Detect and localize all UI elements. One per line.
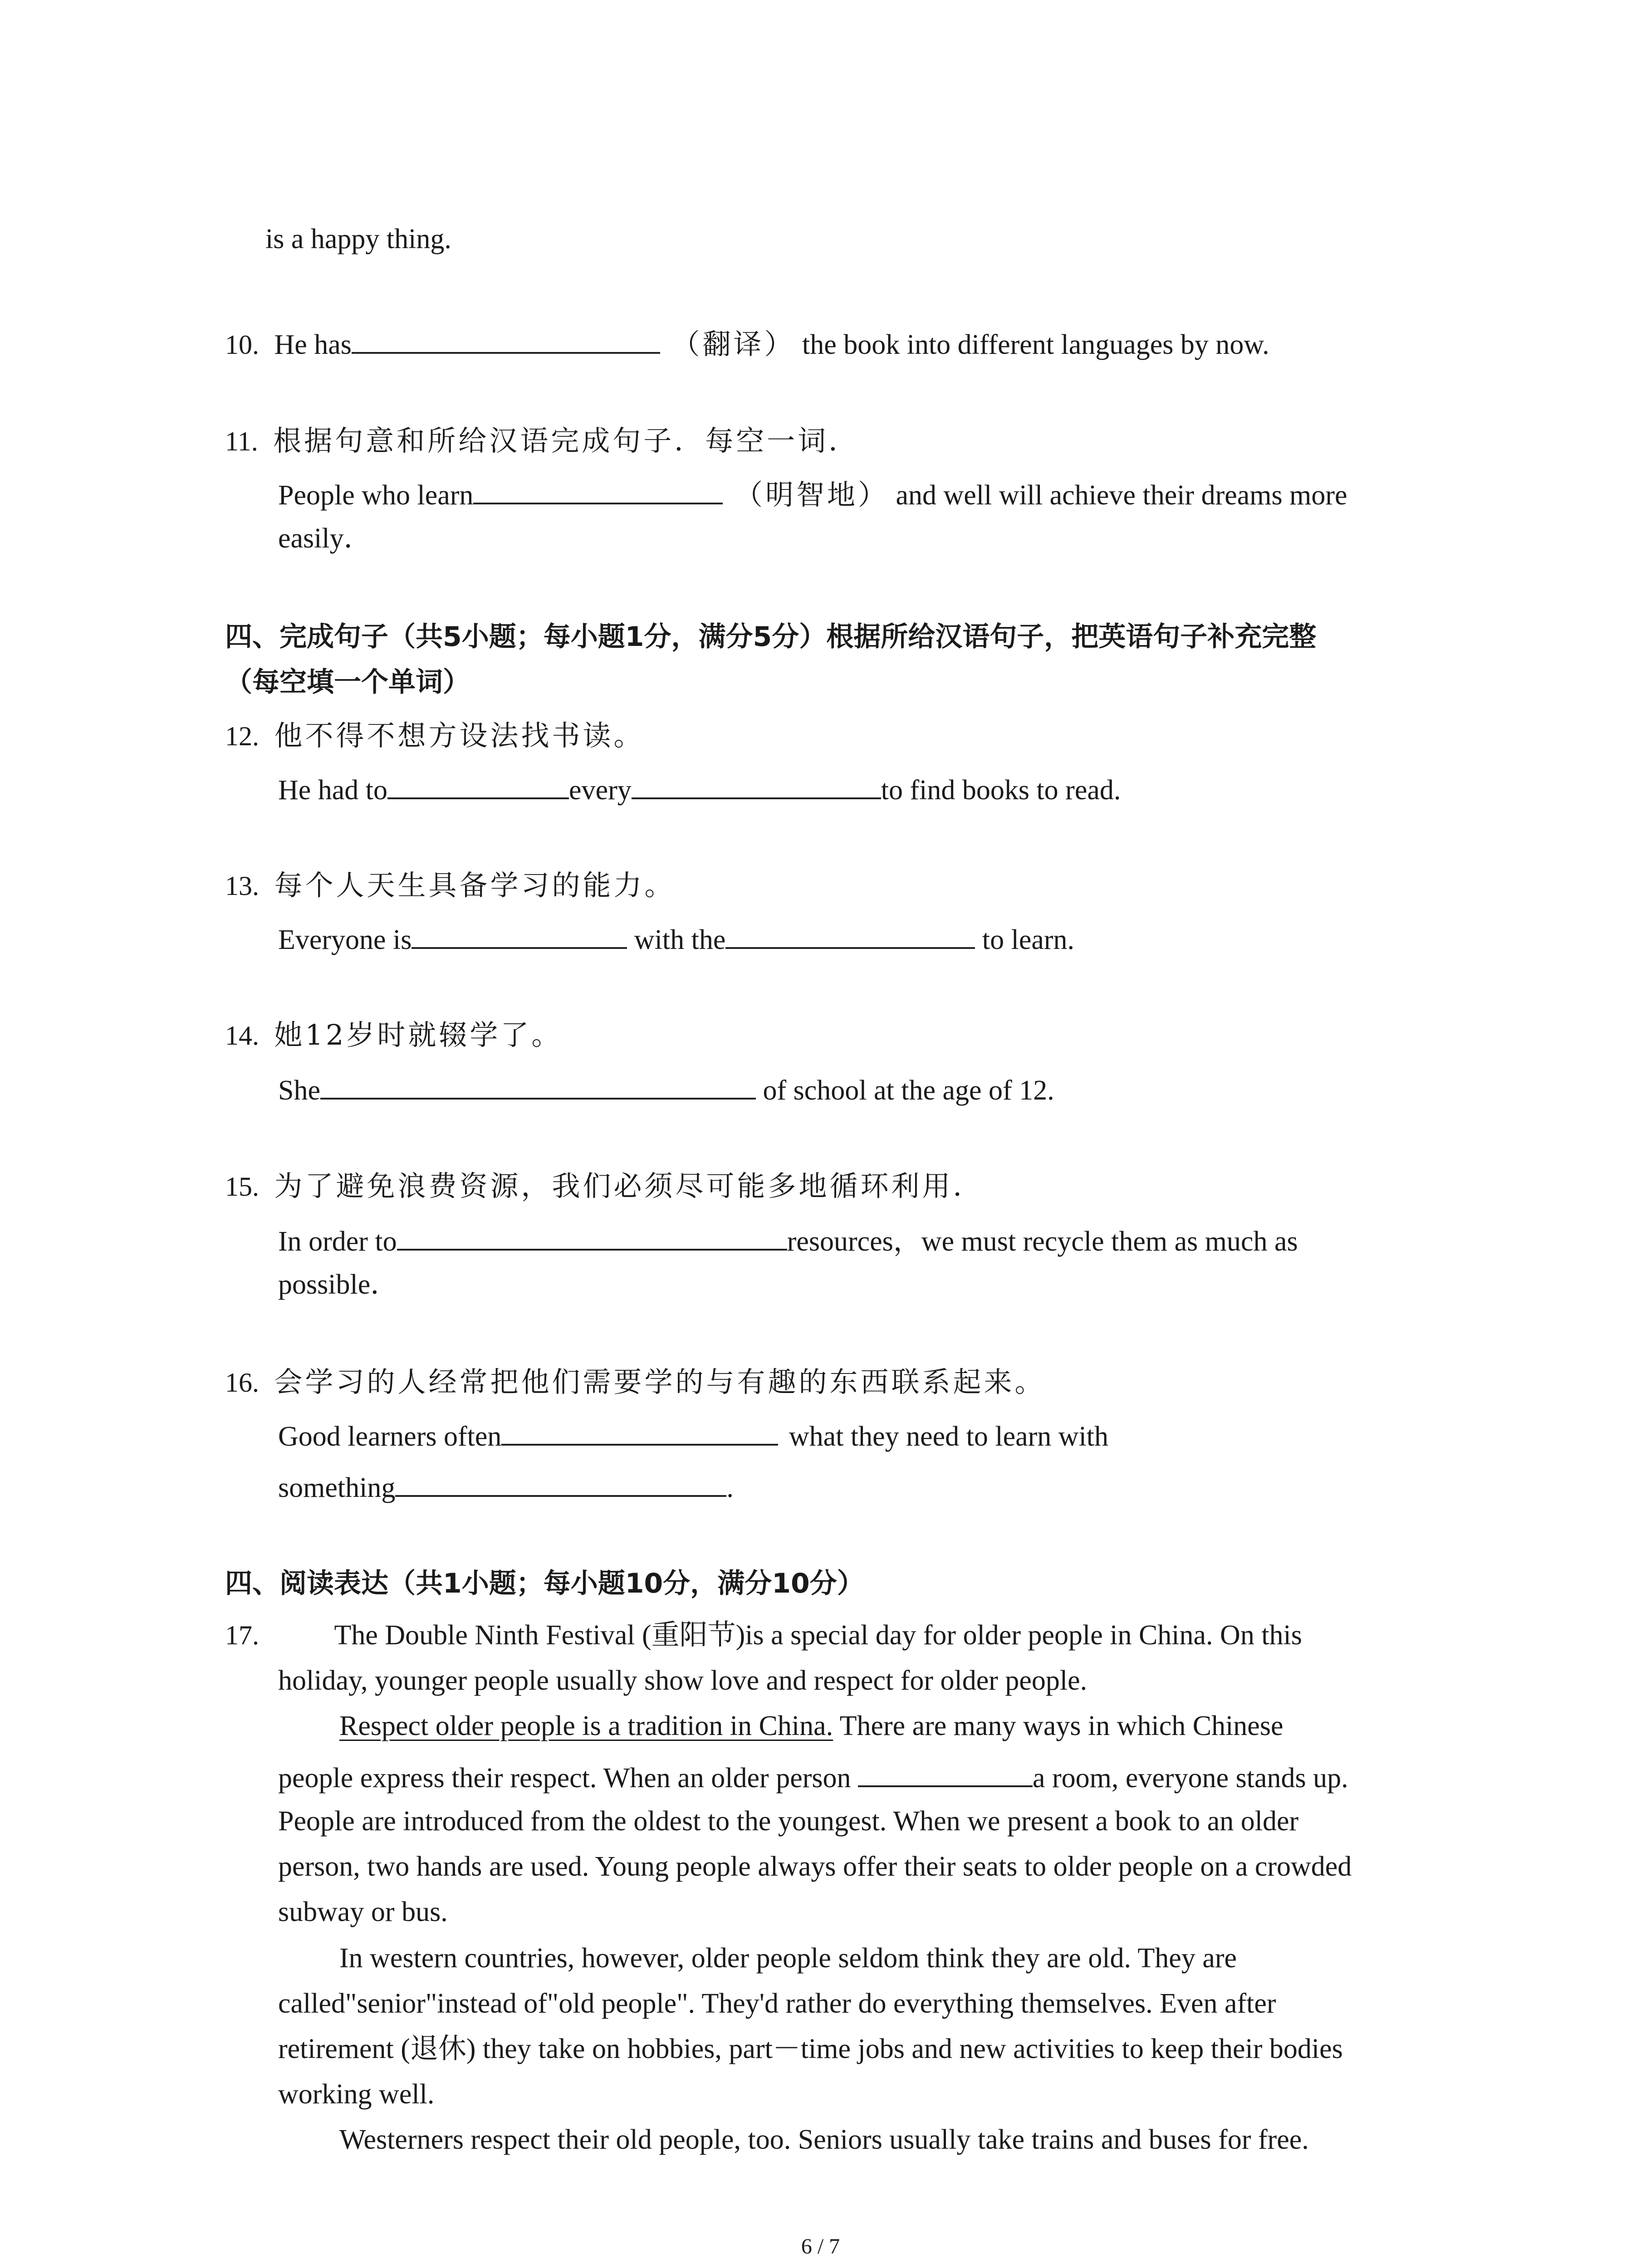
q13-chinese: 每个人天生具备学习的能力。 — [274, 869, 676, 902]
q17-text: There are many ways in which Chinese — [833, 1711, 1283, 1741]
question-10 — [225, 326, 1269, 362]
q17-text: The Double Ninth Festival (重阳节)is a special day for older people in China. On this — [334, 1620, 1302, 1651]
question-14-prompt — [225, 1018, 562, 1052]
question-15-line2: possible． — [278, 1269, 399, 1300]
q17-paragraph3-line4: working well. — [278, 2079, 435, 2110]
question-11-line1 — [278, 476, 1347, 512]
q9-continuation: is a happy thing. — [265, 224, 451, 254]
section-heading-sentence-completion-line2: （每空填一个单词） — [225, 666, 470, 698]
question-16-line2 — [278, 1469, 734, 1505]
q14-blank[interactable] — [320, 1071, 756, 1100]
q17-paragraph1-line2: holiday, younger people usually show love and respect for older people. — [278, 1665, 1087, 1696]
q13-blank-2[interactable] — [725, 921, 975, 949]
q17-paragraph2-line5: subway or bus. — [278, 1897, 448, 1927]
q15-text-b: resources，we must recycle them as much as — [787, 1226, 1298, 1257]
question-17-line1 — [225, 1618, 1302, 1652]
q17-text: a room, everyone stands up. — [1033, 1763, 1348, 1794]
question-number: 11. — [225, 426, 258, 456]
q17-paragraph3-line1: In western countries, however, older people seldom think they are old. They are — [339, 1943, 1237, 1974]
q17-underlined-sentence: Respect older people is a tradition in China. — [339, 1711, 833, 1741]
q12-text-a: He had to — [278, 775, 388, 806]
q12-chinese: 他不得不想方设法找书读。 — [274, 719, 645, 752]
q16-text-d: . — [726, 1472, 734, 1503]
question-number: 14. — [225, 1021, 259, 1051]
question-number: 12. — [225, 721, 259, 751]
question-14-answer — [278, 1071, 1054, 1107]
q15-blank[interactable] — [397, 1222, 787, 1251]
section-heading-reading: 四、阅读表达（共1小题；每小题10分，满分10分） — [225, 1568, 864, 1599]
q15-chinese: 为了避免浪费资源，我们必须尽可能多地循环利用． — [274, 1169, 984, 1202]
q17-paragraph2-line3: People are introduced from the oldest to the youngest. When we present a book to an older — [278, 1806, 1299, 1837]
q10-text-post: the book into different languages by now. — [795, 329, 1269, 360]
page-number: 6 / 7 — [801, 2234, 840, 2258]
q13-text-c: to learn. — [975, 924, 1075, 955]
question-11-instruction — [225, 424, 859, 458]
q11-text-pre: People who learn — [278, 480, 474, 511]
q10-hint: （翻译） — [671, 327, 795, 361]
question-11-line2: easily． — [278, 523, 372, 554]
q17-paragraph2-line1 — [339, 1709, 1283, 1743]
question-number: 15. — [225, 1172, 259, 1202]
q17-paragraph2-line4: person, two hands are used. Young people always offer their seats to older people on a crowded — [278, 1851, 1352, 1882]
q14-chinese: 她12岁时就辍学了。 — [274, 1018, 563, 1051]
q13-text-a: Everyone is — [278, 924, 412, 955]
q16-chinese: 会学习的人经常把他们需要学的与有趣的东西联系起来。 — [274, 1365, 1046, 1398]
question-13-prompt — [225, 869, 676, 903]
q17-paragraph3-line2: called"senior"instead of"old people". They'd rather do everything themselves. Even after — [278, 1988, 1276, 2019]
q12-text-c: to find books to read. — [881, 775, 1121, 806]
q16-text-c: something — [278, 1472, 396, 1503]
q16-blank-2[interactable] — [395, 1469, 726, 1497]
q17-blank[interactable] — [858, 1759, 1033, 1787]
question-number: 17. — [225, 1620, 259, 1650]
q12-blank-2[interactable] — [632, 771, 881, 799]
q17-text: people express their respect. When an older person — [278, 1763, 858, 1794]
q10-text-pre: He has — [274, 329, 352, 360]
question-13-answer — [278, 921, 1074, 957]
question-12-prompt — [225, 719, 645, 753]
question-12-answer — [278, 771, 1121, 807]
q16-blank-1[interactable] — [501, 1418, 778, 1446]
q11-text-post: and well will achieve their dreams more — [888, 480, 1347, 511]
q15-text-a: In order to — [278, 1226, 397, 1257]
q11-instruction: 根据句意和所给汉语完成句子．每空一词． — [273, 424, 860, 457]
q14-text-b: of school at the age of 12. — [756, 1075, 1054, 1106]
q16-text-b: what they need to learn with — [782, 1421, 1109, 1452]
question-16-prompt — [225, 1365, 1046, 1399]
q17-paragraph3-line3: retirement (退休) they take on hobbies, part－time jobs and new activities to keep their bodies — [278, 2033, 1343, 2064]
q12-text-b: every — [569, 775, 632, 806]
q11-blank[interactable] — [473, 476, 723, 504]
q17-paragraph4-line1: Westerners respect their old people, too. Seniors usually take trains and buses for free. — [339, 2124, 1309, 2155]
q16-text-a: Good learners often — [278, 1421, 502, 1452]
q17-paragraph2-line2 — [278, 1759, 1348, 1795]
question-16-answer — [278, 1418, 1108, 1453]
q12-blank-1[interactable] — [387, 771, 569, 799]
question-15-answer — [278, 1222, 1298, 1258]
question-15-prompt — [225, 1169, 984, 1203]
q11-hint: （明智地） — [734, 478, 889, 511]
question-number: 10. — [225, 330, 259, 360]
question-number: 13. — [225, 871, 259, 901]
q13-blank-1[interactable] — [411, 921, 627, 949]
q13-text-b: with the — [627, 924, 726, 955]
q10-blank[interactable] — [352, 326, 660, 354]
section-heading-sentence-completion: 四、完成句子（共5小题；每小题1分，满分5分）根据所给汉语句子，把英语句子补充完整 — [225, 621, 1317, 653]
q14-text-a: She — [278, 1075, 320, 1106]
question-number: 16. — [225, 1368, 259, 1398]
